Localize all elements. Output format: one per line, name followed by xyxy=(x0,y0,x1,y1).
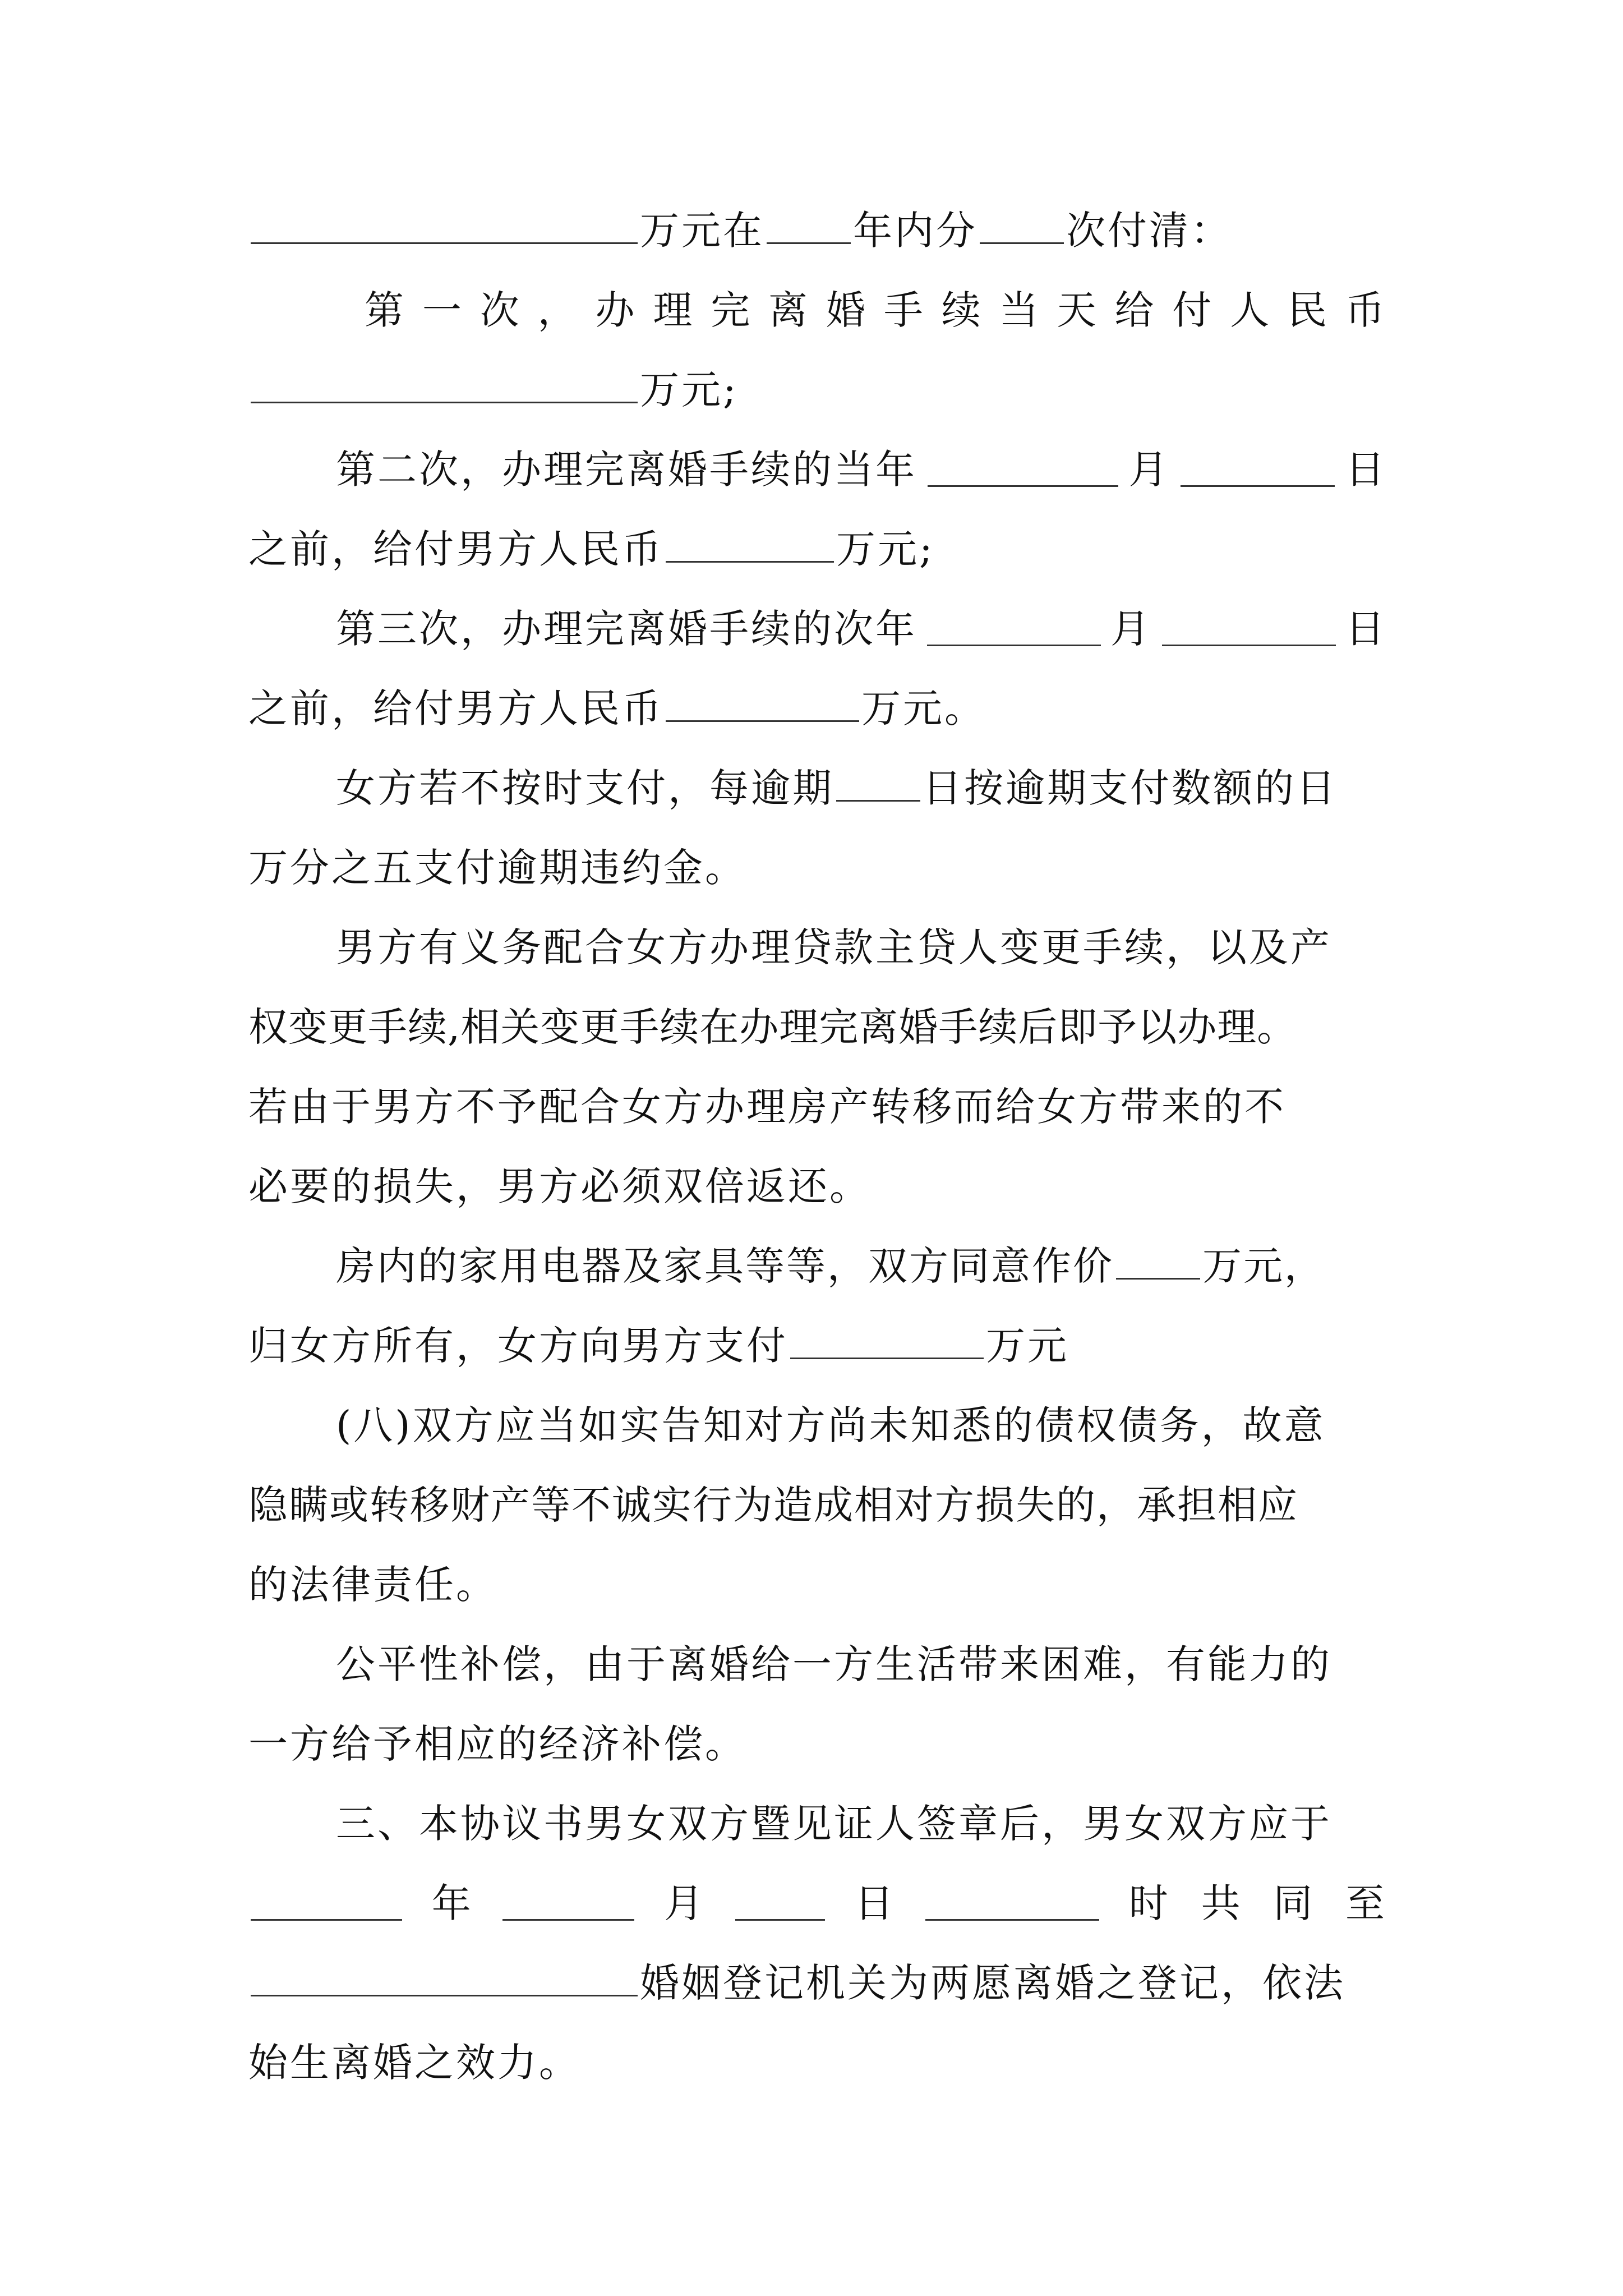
blank-hour xyxy=(925,1887,1099,1921)
char: 理 xyxy=(653,287,695,333)
char: 给 xyxy=(1114,287,1156,333)
char: 当 xyxy=(999,287,1041,333)
char: 办 xyxy=(595,287,637,333)
text: 的法律责任。 xyxy=(248,1562,497,1608)
blank-amount xyxy=(790,1325,984,1359)
line-24 xyxy=(248,2023,1387,2102)
blank-day xyxy=(735,1887,825,1921)
text: 万分之五支付逾期违约金。 xyxy=(248,845,746,891)
line-9 xyxy=(248,828,1387,908)
text: 万元 xyxy=(986,1323,1069,1369)
text: 日 xyxy=(854,1880,896,1926)
text: 婚姻登记机关为两愿离婚之登记，依法 xyxy=(640,1960,1345,2006)
blank-times xyxy=(980,210,1064,244)
blank-amount xyxy=(666,528,834,563)
text: 之前，给付男方人民币 xyxy=(248,526,663,572)
blank-amount xyxy=(251,369,638,403)
text: 男方有义务配合女方办理贷款主贷人变更手续，以及产 xyxy=(336,924,1332,970)
text: 万元。 xyxy=(861,685,986,731)
spread-text xyxy=(365,270,1387,350)
char: 人 xyxy=(1230,287,1272,333)
text: 月 xyxy=(1128,447,1170,493)
blank-month xyxy=(502,1887,634,1921)
line-20 xyxy=(248,1704,1387,1784)
line-13 xyxy=(248,1147,1387,1226)
blank-days xyxy=(836,767,920,802)
char: 同 xyxy=(1273,1880,1315,1926)
line-18 xyxy=(248,1545,1387,1625)
char: ， xyxy=(537,287,579,333)
line-21 xyxy=(248,1784,1387,1864)
blank-amount xyxy=(251,210,638,244)
line-19 xyxy=(248,1625,1387,1704)
text: 万元; xyxy=(640,367,739,413)
line-6 xyxy=(248,589,1387,669)
line-8 xyxy=(248,748,1387,828)
text: 始生离婚之效力。 xyxy=(248,2040,580,2086)
line-2 xyxy=(248,270,1387,350)
text: 万元; xyxy=(836,526,935,572)
line-4 xyxy=(248,430,1387,509)
line-5 xyxy=(248,509,1387,589)
text: 隐瞒或转移财产等不诚实行为造成相对方损失的，承担相应 xyxy=(248,1482,1298,1528)
blank-month xyxy=(927,612,1101,646)
blank-month xyxy=(928,453,1118,487)
text: 之前，给付男方人民币 xyxy=(248,685,663,731)
char: 手 xyxy=(883,287,925,333)
document-page xyxy=(248,191,1387,2102)
text: 必要的损失，男方必须双倍返还。 xyxy=(248,1163,871,1209)
line-7 xyxy=(248,669,1387,748)
char: 次 xyxy=(479,287,522,333)
char: 第 xyxy=(365,287,406,333)
char: 共 xyxy=(1201,1880,1243,1926)
text: 归女方所有，女方向男方支付 xyxy=(248,1323,788,1369)
char: 完 xyxy=(711,287,753,333)
char: 时 xyxy=(1128,1880,1170,1926)
text: 月 xyxy=(664,1880,706,1926)
text: 公平性补偿，由于离婚给一方生活带来困难，有能力的 xyxy=(336,1641,1332,1687)
blank-years xyxy=(767,210,851,244)
text: 万元， xyxy=(1202,1243,1325,1289)
char: 币 xyxy=(1345,287,1387,333)
text: 房内的家用电器及家具等等，双方同意作价 xyxy=(336,1243,1114,1289)
char: 婚 xyxy=(826,287,868,333)
line-15 xyxy=(248,1306,1387,1386)
text: 年 xyxy=(431,1880,473,1926)
text: 一方给予相应的经济补偿。 xyxy=(248,1721,746,1767)
char: 民 xyxy=(1288,287,1329,333)
line-22 xyxy=(248,1864,1387,1943)
line-23 xyxy=(248,1943,1387,2023)
text: 万元在 xyxy=(640,208,764,254)
blank-amount xyxy=(666,688,859,722)
char: 天 xyxy=(1057,287,1099,333)
line-14 xyxy=(248,1226,1387,1306)
line-3 xyxy=(248,350,1387,430)
text: 第三次，办理完离婚手续的次年 xyxy=(336,606,917,652)
text: 次付清： xyxy=(1066,208,1232,254)
text: 月 xyxy=(1110,606,1152,652)
text: 第二次，办理完离婚手续的当年 xyxy=(336,447,917,493)
blank-day xyxy=(1181,453,1335,487)
line-11 xyxy=(248,987,1387,1067)
blank-price xyxy=(1116,1245,1200,1280)
spread-text xyxy=(1129,1864,1387,1943)
char: 一 xyxy=(422,287,464,333)
blank-year xyxy=(251,1887,402,1921)
text: 权变更手续,相关变更手续在办理完离婚手续后即予以办理。 xyxy=(248,1004,1297,1050)
line-1 xyxy=(248,191,1387,270)
text: 年内分 xyxy=(853,208,978,254)
char: 至 xyxy=(1345,1880,1387,1926)
blank-office xyxy=(251,1962,638,1996)
text: 日 xyxy=(1345,606,1387,652)
line-16 xyxy=(248,1386,1387,1465)
text: 女方若不按时支付，每逾期 xyxy=(336,765,834,811)
char: 续 xyxy=(941,287,983,333)
char: 付 xyxy=(1172,287,1214,333)
line-17 xyxy=(248,1465,1387,1545)
text: (八)双方应当如实告知对方尚未知悉的债权债务，故意 xyxy=(336,1402,1326,1448)
text: 三、本协议书男女双方暨见证人签章后，男女双方应于 xyxy=(336,1801,1332,1847)
blank-day xyxy=(1162,612,1336,646)
text: 日 xyxy=(1345,447,1387,493)
char: 离 xyxy=(768,287,810,333)
line-12 xyxy=(248,1067,1387,1147)
text: 日按逾期支付数额的日 xyxy=(923,765,1338,811)
line-10 xyxy=(248,908,1387,987)
text: 若由于男方不予配合女方办理房产转移而给女方带来的不 xyxy=(248,1084,1286,1130)
